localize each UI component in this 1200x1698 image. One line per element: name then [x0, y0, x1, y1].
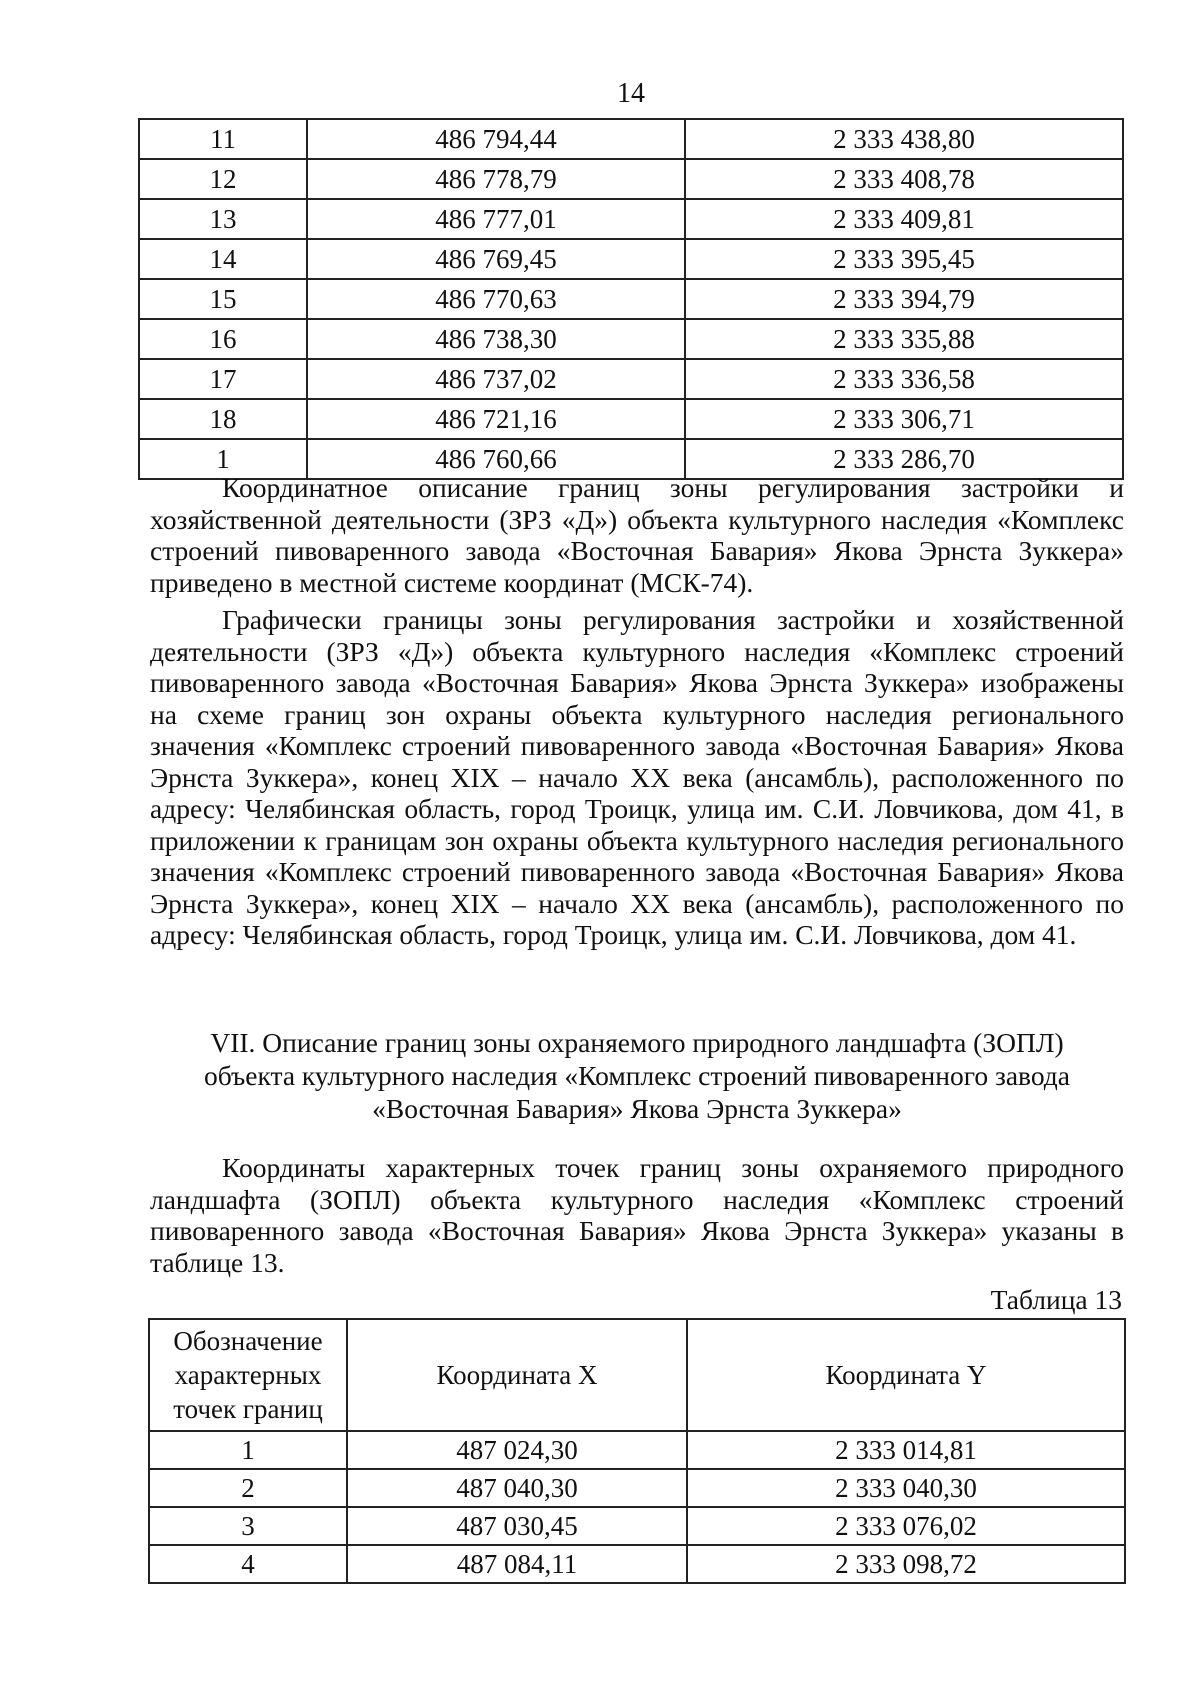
table-row	[139, 319, 1123, 359]
paragraph-table-reference: Координаты характерных точек границ зоны охраняемого природного ландшафта (ЗОПЛ) объекта культурного наследия «Комплекс строений пивоваренного завода «Восточная Бавария» Якова Эрнста Зуккера» указаны в таблице 13.	[150, 1152, 1124, 1278]
coordinates-table-continued	[138, 118, 1124, 480]
point-cell: 1	[149, 1431, 347, 1469]
point-cell: 1	[139, 439, 307, 479]
x-cell: 486 760,66	[307, 439, 685, 479]
x-cell: 486 770,63	[307, 279, 685, 319]
x-cell: 487 040,30	[347, 1469, 687, 1507]
header-x: Координата X	[347, 1319, 687, 1431]
table-row	[149, 1545, 1125, 1583]
header-point: Обозначение характерных точек границ	[149, 1319, 347, 1431]
x-cell: 486 769,45	[307, 239, 685, 279]
point-cell: 14	[139, 239, 307, 279]
paragraph-graphic-boundaries: Графически границы зоны регулирования застройки и хозяйственной деятельности (ЗРЗ «Д») объекта культурного наследия «Комплекс строений пивоваренного завода «Восточная Бавария» Якова Эрнста Зуккера» изображены на схеме границ зон охраны объекта культурного наследия регионального значения «Комплекс строений пивоваренного завода «Восточная Бавария» Якова Эрнста Зуккера», конец XIX – начало XX века (ансамбль), расположенного по адресу: Челябинская область, город Троицк, улица им. С.И. Ловчикова, дом 41, в приложении к границам зон охраны объекта культурного наследия регионального значения «Комплекс строений пивоваренного завода «Восточная Бавария» Якова Эрнста Зуккера», конец XIX – начало XX века (ансамбль), расположенного по адресу: Челябинская область, город Троицк, улица им. С.И. Ловчикова, дом 41.	[150, 604, 1124, 950]
section-heading-line: объекта культурного наследия «Комплекс строений пивоваренного завода	[204, 1060, 1070, 1091]
point-cell: 11	[139, 119, 307, 159]
table-caption: Таблица 13	[990, 1284, 1122, 1315]
y-cell: 2 333 394,79	[685, 279, 1123, 319]
section-heading-line: VII. Описание границ зоны охраняемого природного ландшафта (ЗОПЛ)	[210, 1027, 1064, 1058]
y-cell: 2 333 014,81	[687, 1431, 1125, 1469]
point-cell: 3	[149, 1507, 347, 1545]
point-cell: 12	[139, 159, 307, 199]
point-cell: 4	[149, 1545, 347, 1583]
point-cell: 18	[139, 399, 307, 439]
table-row	[139, 199, 1123, 239]
x-cell: 487 024,30	[347, 1431, 687, 1469]
y-cell: 2 333 040,30	[687, 1469, 1125, 1507]
point-cell: 2	[149, 1469, 347, 1507]
table-row	[149, 1507, 1125, 1545]
x-cell: 487 030,45	[347, 1507, 687, 1545]
section-heading-line: «Восточная Бавария» Якова Эрнста Зуккера»	[372, 1093, 902, 1124]
x-cell: 486 737,02	[307, 359, 685, 399]
table-header-row	[149, 1319, 1125, 1431]
x-cell: 486 794,44	[307, 119, 685, 159]
section-heading	[150, 1026, 1124, 1125]
table-row	[139, 359, 1123, 399]
y-cell: 2 333 286,70	[685, 439, 1123, 479]
table-row	[149, 1431, 1125, 1469]
x-cell: 486 721,16	[307, 399, 685, 439]
y-cell: 2 333 335,88	[685, 319, 1123, 359]
y-cell: 2 333 306,71	[685, 399, 1123, 439]
y-cell: 2 333 438,80	[685, 119, 1123, 159]
x-cell: 486 778,79	[307, 159, 685, 199]
x-cell: 486 777,01	[307, 199, 685, 239]
point-cell: 15	[139, 279, 307, 319]
y-cell: 2 333 098,72	[687, 1545, 1125, 1583]
y-cell: 2 333 408,78	[685, 159, 1123, 199]
y-cell: 2 333 395,45	[685, 239, 1123, 279]
x-cell: 487 084,11	[347, 1545, 687, 1583]
x-cell: 486 738,30	[307, 319, 685, 359]
table-row	[139, 159, 1123, 199]
header-y: Координата Y	[687, 1319, 1125, 1431]
page-number: 14	[617, 78, 645, 109]
coordinates-table-13	[148, 1318, 1126, 1584]
point-cell: 17	[139, 359, 307, 399]
point-cell: 13	[139, 199, 307, 239]
y-cell: 2 333 336,58	[685, 359, 1123, 399]
y-cell: 2 333 076,02	[687, 1507, 1125, 1545]
table-row	[149, 1469, 1125, 1507]
table-row	[139, 239, 1123, 279]
point-cell: 16	[139, 319, 307, 359]
table-row	[139, 279, 1123, 319]
paragraph-coordinate-description: Координатное описание границ зоны регулирования застройки и хозяйственной деятельности (ЗРЗ «Д») объекта культурного наследия «Комплекс строений пивоваренного завода «Восточная Бавария» Якова Эрнста Зуккера» приведено в местной системе координат (МСК-74).	[150, 472, 1124, 598]
y-cell: 2 333 409,81	[685, 199, 1123, 239]
table-row	[139, 119, 1123, 159]
table-row	[139, 399, 1123, 439]
